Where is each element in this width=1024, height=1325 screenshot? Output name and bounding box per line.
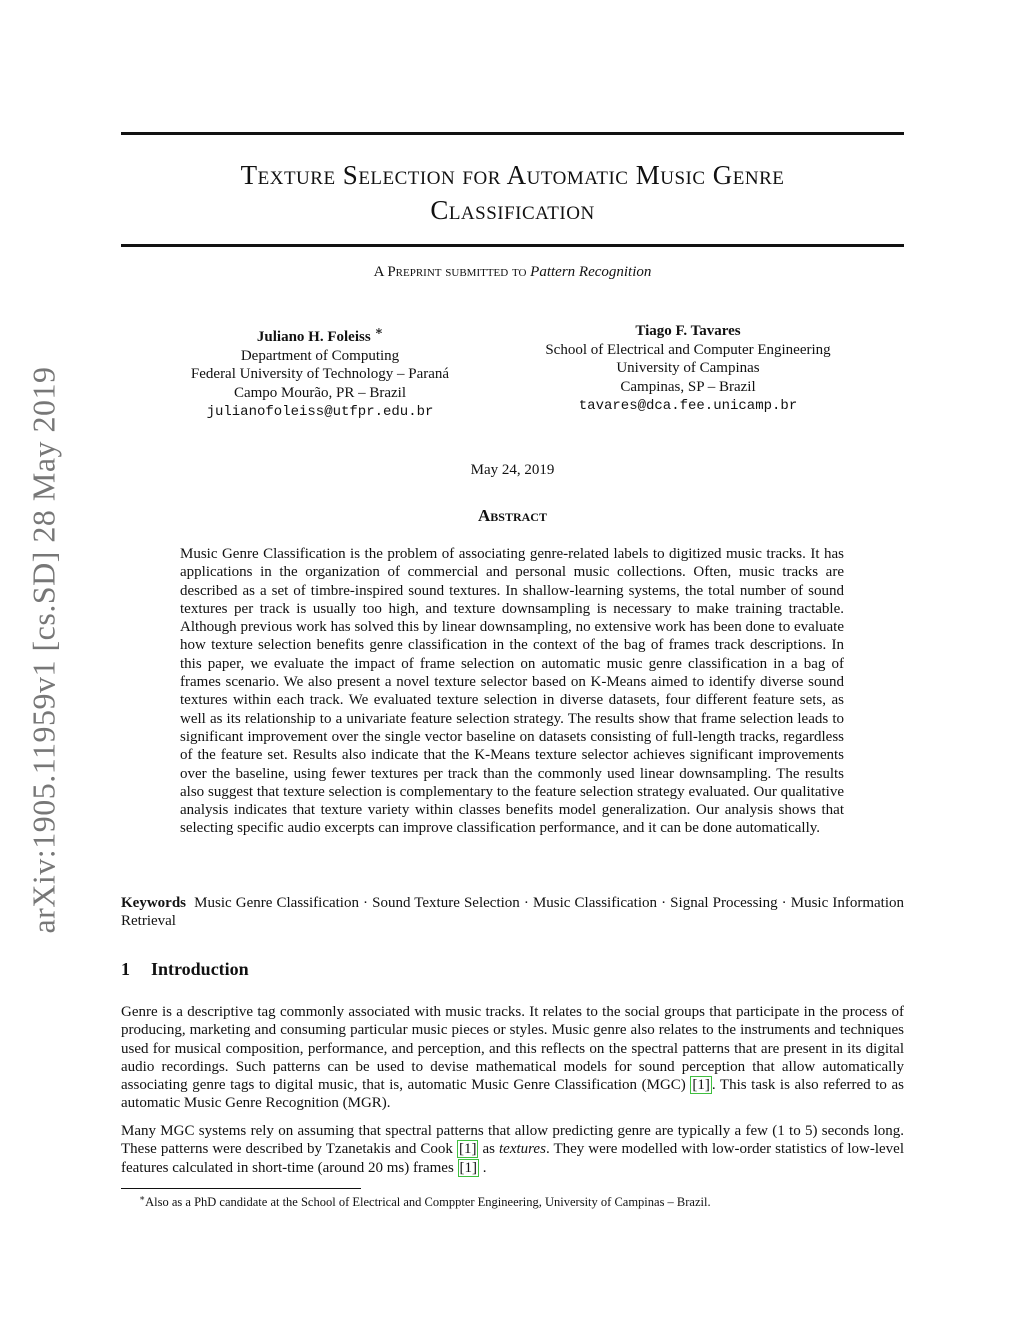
- footnote-mark: ∗: [374, 324, 384, 338]
- footnote: [121, 1193, 904, 1210]
- intro-paragraph-2: Many MGC systems rely on assuming that spectral patterns that allow predicting genre are typically a few (1 to 5) seconds long. These patterns were described by Tzanetakis and Cook [1] as textures. They were modelled with low-order statistics of low-level features calculated in short-time (around 20 ms) frames [1] .: [121, 1123, 904, 1176]
- section-heading: [121, 959, 249, 980]
- keywords-list: Music Genre Classification · Sound Texture Selection · Music Classification · Signal Processing · Music Information Retrieval: [121, 895, 904, 930]
- section-number: 1: [121, 959, 130, 979]
- author-email[interactable]: julianofoleiss@utfpr.edu.br: [206, 404, 434, 420]
- citation-link[interactable]: [1]: [459, 1159, 478, 1176]
- subtitle-prefix: A Preprint submitted to: [373, 264, 527, 280]
- author-institution: University of Campinas: [616, 360, 760, 376]
- author-location: Campo Mourão, PR – Brazil: [233, 384, 407, 401]
- author-dept: Department of Computing: [240, 347, 400, 364]
- paper-date: May 24, 2019: [470, 462, 555, 478]
- section-title: Introduction: [151, 959, 249, 979]
- subtitle-journal: Pattern Recognition: [530, 264, 652, 280]
- author-name: Juliano H. Foleiss ∗: [256, 324, 384, 345]
- arxiv-stamp: arXiv:1905.11959v1 [cs.SD] 28 May 2019: [25, 366, 62, 934]
- citation-link[interactable]: [1]: [692, 1077, 710, 1094]
- keywords-label: Keywords: [121, 895, 186, 911]
- title-line-2: Classification: [430, 195, 595, 225]
- author-block-1: [130, 322, 510, 422]
- author-institution: Federal University of Technology – Paraná: [190, 366, 450, 382]
- title-rule-bottom: [121, 244, 904, 247]
- title-rule-top: [121, 132, 904, 135]
- footnote-mark: ∗: [139, 1193, 146, 1203]
- title-line-1: Texture Selection for Automatic Music Genre: [240, 160, 785, 190]
- author-block-2: [498, 322, 878, 416]
- citation-link[interactable]: [1]: [458, 1141, 477, 1158]
- preprint-subtitle: [121, 264, 904, 281]
- intro-paragraph-1: Genre is a descriptive tag commonly associated with music tracks. It relates to the social groups that participate in the process of producing, marketing and consuming particular music pieces or styles. Music genre also relates to the instruments and techniques used for musical composition, performance, and perception, and this reflects on the spectral patterns that are present in its digital audio recordings. Such patterns can be used to devise mathematical models for sound perception that allow automatically associating genre tags to digital music, that is, automatic Music Genre Classification (MGC) [1] . This task is also referred to as automatic Music Genre Recognition (MGR).: [121, 1004, 904, 1112]
- author-email[interactable]: tavares@dca.fee.unicamp.br: [578, 398, 798, 414]
- footnote-text: Also as a PhD candidate at the School of Electrical and Comppter Engineering, University of Campinas – Brazil.: [145, 1195, 711, 1210]
- author-location: Campinas, SP – Brazil: [620, 378, 756, 395]
- footnote-rule: [121, 1188, 361, 1189]
- abstract-heading: Abstract: [478, 506, 547, 525]
- keywords: [121, 894, 904, 931]
- paper-title: [121, 158, 904, 228]
- emphasis-textures: textures: [499, 1141, 546, 1158]
- author-dept: School of Electrical and Computer Engineering: [545, 341, 831, 358]
- abstract-text: Music Genre Classification is the problem of associating genre-related labels to digitized music tracks. It has applications in the organization of commercial and personal music collections. Often, music tracks are described as a set of timbre-inspired sound textures. In shallow-learning systems, the total number of sound textures per track is usually too high, and texture downsampling is necessary to make training tractable. Although previous work has solved this by linear downsampling, no extensive work has been done to evaluate how texture selection benefits genre classification in the context of the bag of frames track descriptions. In this paper, we evaluate the impact of frame selection on automatic music genre classification in a bag of frames scenario. We also present a novel texture selector based on K-Means aimed to identify diverse sound textures within each track. We evaluated texture selection in diverse datasets, four different feature sets, as well as its relationship to a univariate feature selection strategy. The results show that frame selection leads to significant improvement over the single vector baseline on datasets consisting of full-length tracks, regardless of the feature set. Results also indicate that the K-Means texture selector achieves significant improvements over the baseline, using fewer textures per track than the commonly used linear downsampling. The results also suggest that texture selection is complementary to the feature selection strategy evaluated. Our qualitative analysis indicates that texture variety within classes benefits model generalization. Our analysis shows that selecting specific audio excerpts can improve classification performance, and it can be done automatically.: [180, 546, 844, 837]
- author-name: Tiago F. Tavares: [635, 323, 741, 339]
